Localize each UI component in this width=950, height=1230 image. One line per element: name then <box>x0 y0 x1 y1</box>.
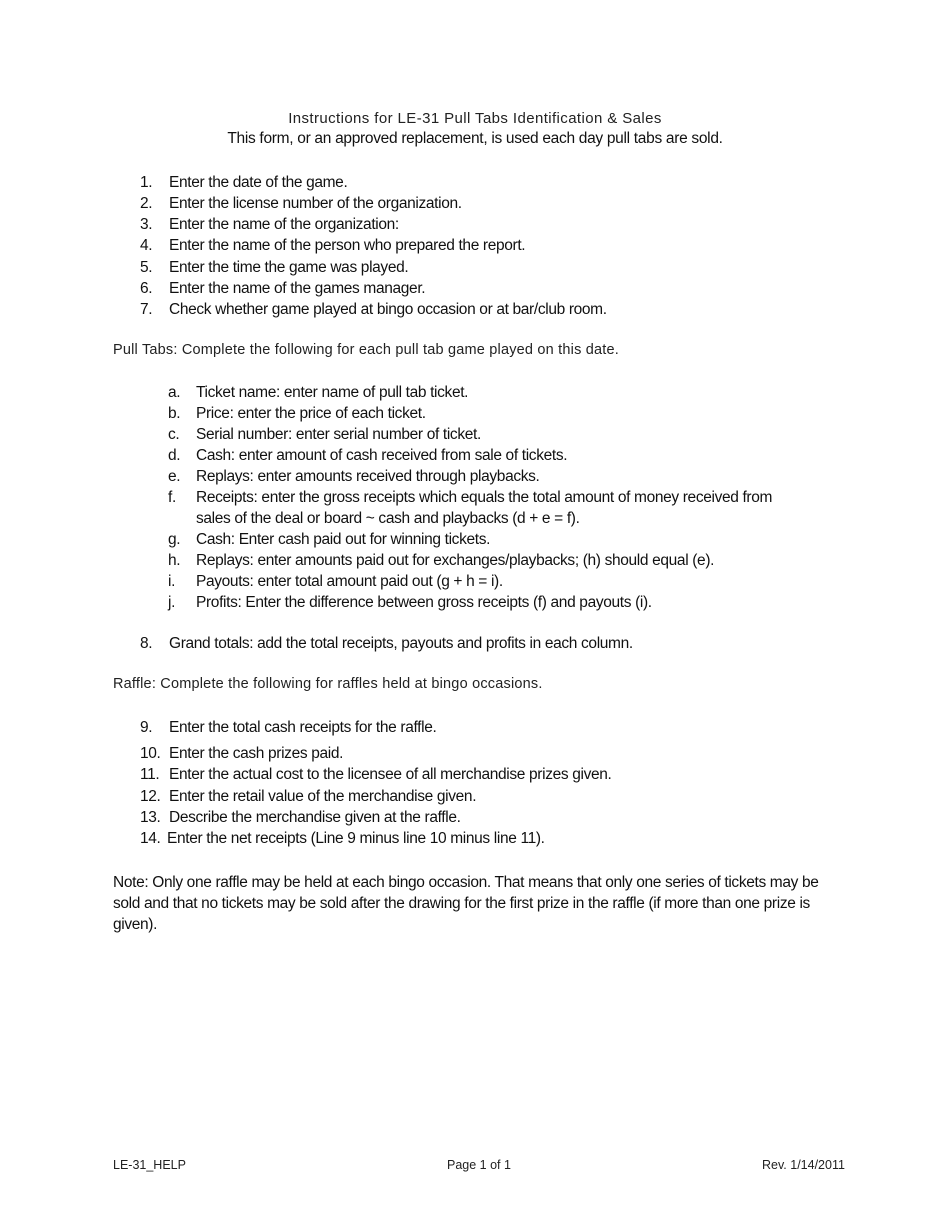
step-number: 4. <box>140 237 153 254</box>
step-text: Grand totals: add the total receipts, payouts and profits in each column. <box>169 635 633 652</box>
step-number: 5. <box>140 259 153 276</box>
item-letter: d. <box>168 447 181 464</box>
step-text: Enter the net receipts (Line 9 minus line 10 minus line 11). <box>167 830 545 847</box>
item-text: Cash: enter amount of cash received from sale of tickets. <box>196 447 568 464</box>
step-text: Enter the name of the games manager. <box>169 280 426 297</box>
step-text: Enter the license number of the organization. <box>169 195 462 212</box>
step-text: Describe the merchandise given at the raffle. <box>169 809 461 826</box>
step-text: Enter the name of the person who prepared the report. <box>169 237 526 254</box>
step-number: 2. <box>140 195 153 212</box>
item-letter: i. <box>168 573 176 590</box>
item-letter: g. <box>168 531 181 548</box>
step-number: 12. <box>140 788 161 805</box>
item-text: sales of the deal or board ~ cash and playbacks (d + e = f). <box>196 510 580 527</box>
document-subtitle: This form, or an approved replacement, is used each day pull tabs are sold. <box>227 130 723 147</box>
footer-page-number: Page 1 of 1 <box>447 1158 511 1172</box>
step-number: 3. <box>140 216 153 233</box>
step-text: Enter the time the game was played. <box>169 259 409 276</box>
item-text: Profits: Enter the difference between gross receipts (f) and payouts (i). <box>196 594 652 611</box>
item-text: Replays: enter amounts paid out for exchanges/playbacks; (h) should equal (e). <box>196 552 715 569</box>
step-number: 13. <box>140 809 161 826</box>
step-text: Enter the total cash receipts for the raffle. <box>169 719 437 736</box>
step-number: 8. <box>140 635 153 652</box>
footer-form-id: LE-31_HELP <box>113 1158 186 1172</box>
step-number: 14. <box>140 830 161 847</box>
item-letter: h. <box>168 552 181 569</box>
document-title: Instructions for LE-31 Pull Tabs Identification & Sales <box>288 110 662 127</box>
note-paragraph: Note: Only one raffle may be held at each bingo occasion. That means that only one series of tickets may be sold and that no tickets may be sold after the drawing for the first prize in the raffle (if more than one prize is given). <box>113 874 819 933</box>
item-text: Receipts: enter the gross receipts which equals the total amount of money received from <box>196 489 773 506</box>
item-text: Price: enter the price of each ticket. <box>196 405 426 422</box>
step-number: 6. <box>140 280 153 297</box>
step-text: Enter the name of the organization: <box>169 216 399 233</box>
item-text: Serial number: enter serial number of ticket. <box>196 426 481 443</box>
step-number: 10. <box>140 745 161 762</box>
step-text: Check whether game played at bingo occasion or at bar/club room. <box>169 301 607 318</box>
item-letter: a. <box>168 384 181 401</box>
step-text: Enter the date of the game. <box>169 174 348 191</box>
item-text: Ticket name: enter name of pull tab ticket. <box>196 384 469 401</box>
item-letter: b. <box>168 405 181 422</box>
raffle-heading: Raffle: Complete the following for raffles held at bingo occasions. <box>113 676 543 692</box>
step-text: Enter the retail value of the merchandise given. <box>169 788 477 805</box>
item-text: Cash: Enter cash paid out for winning tickets. <box>196 531 491 548</box>
step-number: 1. <box>140 174 153 191</box>
item-letter: j. <box>168 594 176 611</box>
item-text: Payouts: enter total amount paid out (g + h = i). <box>196 573 503 590</box>
item-letter: e. <box>168 468 181 485</box>
step-text: Enter the actual cost to the licensee of all merchandise prizes given. <box>169 766 612 783</box>
step-number: 11. <box>140 766 160 783</box>
step-number: 9. <box>140 719 153 736</box>
step-number: 7. <box>140 301 153 318</box>
pull-tabs-heading: Pull Tabs: Complete the following for each pull tab game played on this date. <box>113 342 620 358</box>
footer-revision: Rev. 1/14/2011 <box>762 1158 845 1172</box>
item-letter: f. <box>168 489 176 506</box>
item-letter: c. <box>168 426 180 443</box>
step-text: Enter the cash prizes paid. <box>169 745 344 762</box>
item-text: Replays: enter amounts received through playbacks. <box>196 468 540 485</box>
